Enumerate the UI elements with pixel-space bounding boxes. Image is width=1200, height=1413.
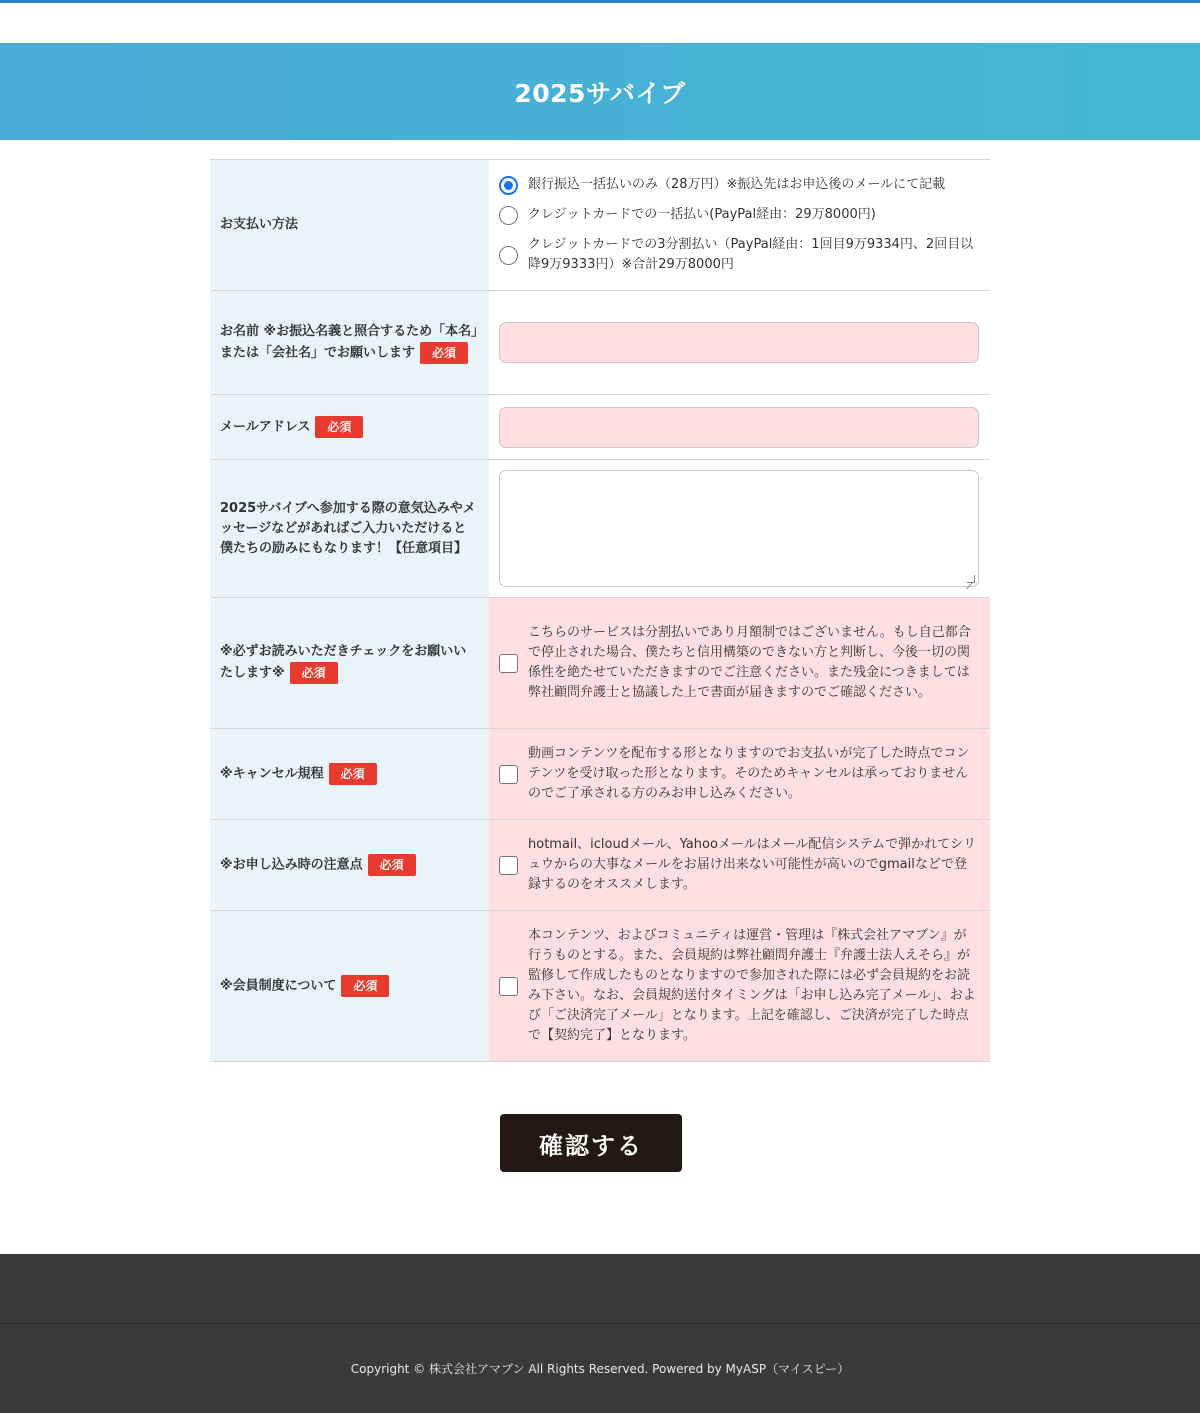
- option-label: 銀行振込一括払いのみ（28万円）※振込先はお申込後のメールにて記載: [528, 177, 946, 192]
- payment-option-credit-lump[interactable]: [499, 205, 979, 225]
- read-check-agreement[interactable]: [499, 623, 979, 703]
- message-textarea[interactable]: [499, 470, 979, 587]
- value-cell: [489, 911, 990, 1061]
- page-title: 2025サバイブ: [514, 78, 686, 108]
- agreement-text: 動画コンテンツを配布する形となりますのでお支払いが完了した時点でコンテンツを受け取った形となります。そのためキャンセルは承っておりませんのでご了承される方のみお申し込みください。: [528, 746, 970, 801]
- value-cell: [489, 729, 990, 819]
- payment-option-bank[interactable]: [499, 175, 979, 195]
- read-check-label: [220, 642, 479, 684]
- row-cancel-policy: [210, 729, 990, 820]
- name-label: [220, 322, 479, 364]
- radio-button[interactable]: [499, 246, 518, 265]
- label-cell: [210, 729, 489, 819]
- notes-agreement[interactable]: [499, 835, 979, 895]
- read-check-checkbox[interactable]: [499, 654, 518, 673]
- required-badge: 必須: [315, 416, 363, 438]
- email-input[interactable]: [499, 407, 979, 448]
- row-email: [210, 395, 990, 460]
- required-badge: 必須: [329, 763, 377, 785]
- payment-option-credit-installment[interactable]: [499, 235, 979, 275]
- row-message: [210, 460, 990, 598]
- cancel-policy-checkbox[interactable]: [499, 765, 518, 784]
- name-label-text: お名前 ※お振込名義と照合するため「本名」または「会社名」でお願いします: [220, 323, 478, 360]
- agreement-text: hotmail、icloudメール、Yahooメールはメール配信システムで弾かれてシリュウからの大事なメールをお届け出来ない可能性が高いのでgmailなどで登録するのをオススメします。: [528, 837, 977, 892]
- option-label: クレジットカードでの3分割払い（PayPal経由：1回目9万9334円、2回目以降9万9333円）※合計29万8000円: [528, 237, 974, 272]
- membership-label-text: ※会員制度について: [220, 978, 337, 994]
- email-label-text: メールアドレス: [220, 419, 311, 435]
- label-cell: [210, 820, 489, 910]
- cancel-policy-agreement[interactable]: [499, 744, 979, 804]
- payment-method-label: お支払い方法: [220, 217, 299, 232]
- label-cell: [210, 160, 489, 290]
- confirm-button[interactable]: 確認する: [500, 1114, 682, 1172]
- notes-label-text: ※お申し込み時の注意点: [220, 857, 363, 873]
- name-input[interactable]: [499, 322, 979, 363]
- radio-button-selected[interactable]: [499, 176, 518, 195]
- required-badge: 必須: [420, 342, 468, 364]
- row-name: [210, 291, 990, 395]
- label-cell: [210, 911, 489, 1061]
- cancel-policy-label: [220, 763, 377, 785]
- resize-handle-icon[interactable]: [967, 575, 975, 583]
- row-application-notes: [210, 820, 990, 911]
- header-banner: [0, 43, 1200, 140]
- label-cell: [210, 395, 489, 459]
- order-form: [210, 159, 990, 1062]
- payment-options: [499, 165, 979, 285]
- value-cell: [489, 291, 990, 394]
- row-membership: [210, 911, 990, 1062]
- value-cell: [489, 598, 990, 728]
- label-cell: [210, 598, 489, 728]
- cancel-policy-label-text: ※キャンセル規程: [220, 766, 324, 782]
- notes-checkbox[interactable]: [499, 856, 518, 875]
- row-payment-method: [210, 160, 990, 291]
- label-cell: [210, 460, 489, 597]
- option-label: クレジットカードでの一括払い(PayPal経由：29万8000円): [528, 207, 876, 222]
- notes-label: [220, 854, 416, 876]
- agreement-text: 本コンテンツ、およびコミュニティは運営・管理は『株式会社アマブン』が行うものとする。また、会員規約は弊社顧問弁護士『弁護士法人えそら』が監修して作成したものとなりますので参加された際には必ず会員規約をお読み下さい。なお、会員規約送付タイミングは「お申し込み完了メール」、および「ご決済完了メール」となります。上記を確認し、ご決済が完了した時点で【契約完了】となります。: [528, 928, 976, 1043]
- message-label: 2025サバイブへ参加する際の意気込みやメッセージなどがあればご入力いただけると僕たちの励みにもなります！【任意項目】: [220, 500, 476, 556]
- membership-agreement[interactable]: [499, 926, 979, 1046]
- copyright-text: Copyright © 株式会社アマブン All Rights Reserved. Powered by MyASP（マイスピー）: [350, 1362, 850, 1376]
- top-accent-line: [0, 0, 1200, 3]
- footer: [0, 1324, 1200, 1413]
- agreement-text: こちらのサービスは分割払いであり月額制ではございません。もし自己都合で停止された場合、僕たちと信用構築のできない方と判断し、今後一切の関係性を絶たせていただきますのでご注意ください。また残金につきましては弊社顧問弁護士と協議した上で書面が届きますのでご確認ください。: [528, 625, 971, 700]
- value-cell: [489, 160, 990, 290]
- membership-label: [220, 975, 389, 997]
- label-cell: [210, 291, 489, 394]
- required-badge: 必須: [368, 854, 416, 876]
- membership-checkbox[interactable]: [499, 977, 518, 996]
- value-cell: [489, 395, 990, 459]
- email-label: [220, 416, 363, 438]
- row-read-check: [210, 598, 990, 729]
- required-badge: 必須: [341, 975, 389, 997]
- read-check-label-text: ※必ずお読みいただきチェックをお願いいたします※: [220, 644, 467, 681]
- radio-button[interactable]: [499, 206, 518, 225]
- value-cell: [489, 820, 990, 910]
- footer-upper: [0, 1254, 1200, 1323]
- required-badge: 必須: [290, 662, 338, 684]
- value-cell: [489, 460, 990, 597]
